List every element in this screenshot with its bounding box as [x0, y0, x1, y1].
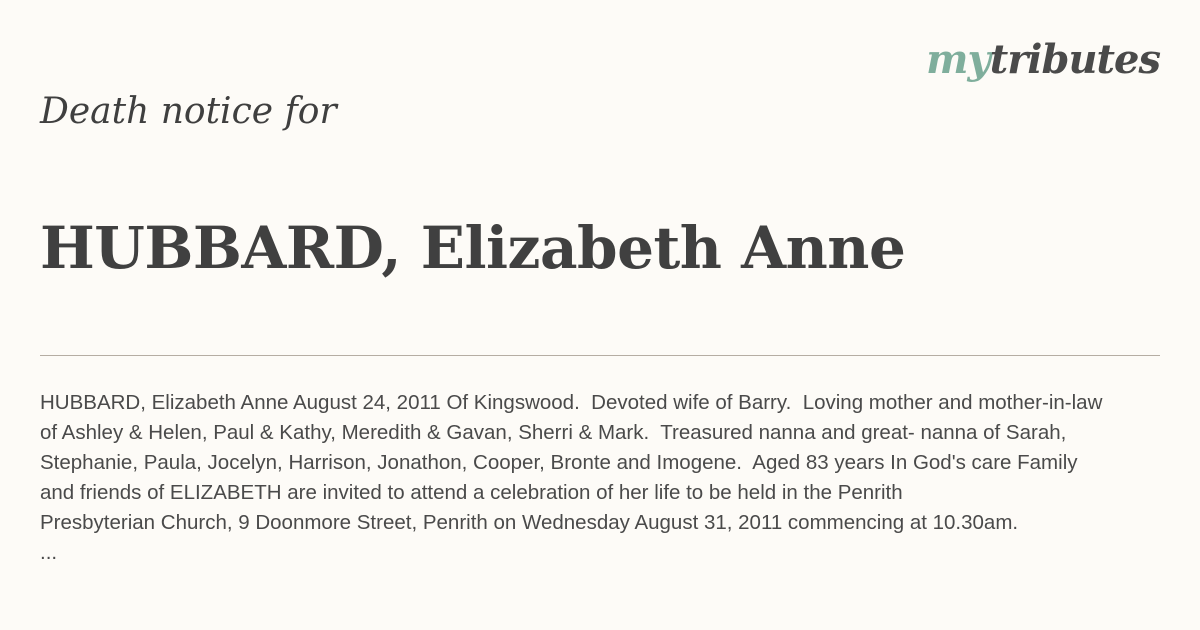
notice-text — [40, 388, 1160, 568]
death-notice-subtitle: Death notice for — [40, 91, 337, 132]
notice-ellipsis: ... — [40, 541, 58, 564]
notice-line: and friends of ELIZABETH are invited to attend a celebration of her life to be held in the Penrith — [40, 481, 903, 504]
logo-tributes: tributes — [989, 36, 1160, 83]
notice-line: HUBBARD, Elizabeth Anne August 24, 2011 Of Kingswood. Devoted wife of Barry. Loving mother and mother-in-law — [40, 391, 1103, 414]
notice-line: Presbyterian Church, 9 Doonmore Street, Penrith on Wednesday August 31, 2011 commencing at 10.30am. — [40, 511, 1019, 534]
notice-line: of Ashley & Helen, Paul & Kathy, Meredith & Gavan, Sherri & Mark. Treasured nanna and great- nanna of Sarah, — [40, 421, 1067, 444]
deceased-name: HUBBARD, Elizabeth Anne — [40, 214, 906, 282]
divider — [40, 355, 1160, 356]
logo-my: my — [926, 36, 990, 83]
mytributes-logo — [926, 32, 1160, 88]
notice-line: Stephanie, Paula, Jocelyn, Harrison, Jonathon, Cooper, Bronte and Imogene. Aged 83 years In God's care Family — [40, 451, 1078, 474]
